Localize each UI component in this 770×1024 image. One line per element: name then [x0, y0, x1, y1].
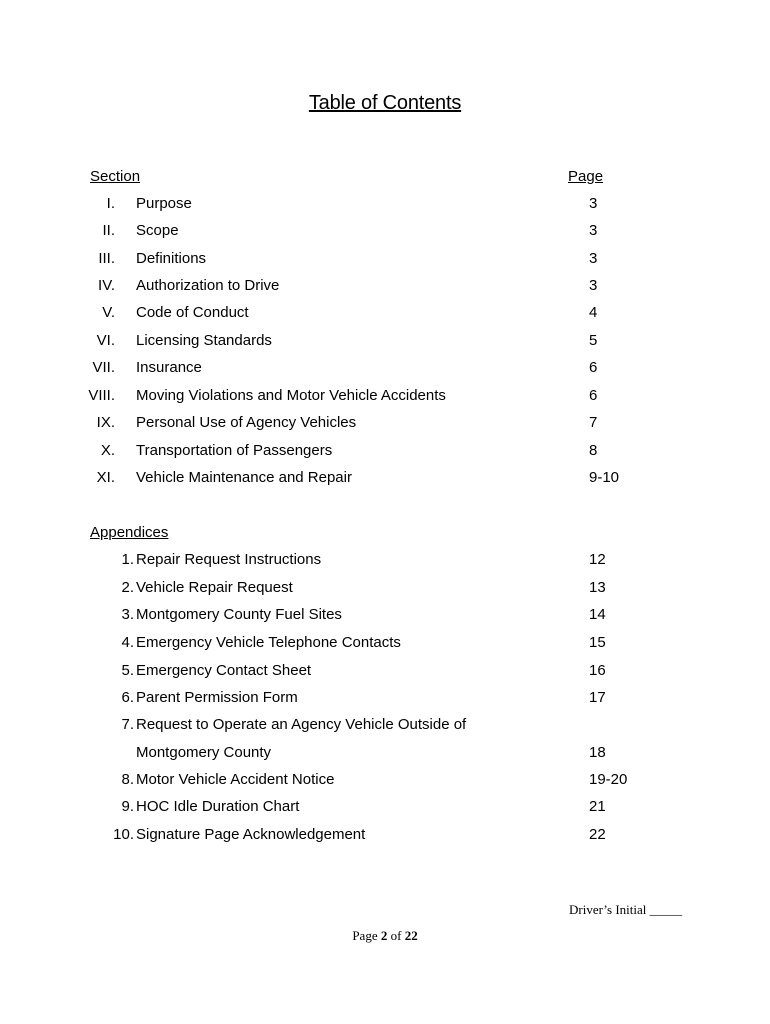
appendix-label: Montgomery County Fuel Sites [136, 606, 342, 623]
toc-label: Licensing Standards [136, 332, 272, 349]
page-number-footer [0, 928, 770, 944]
appendix-page: 16 [589, 662, 606, 679]
toc-row[interactable] [0, 359, 770, 379]
page-prefix: Page [352, 928, 381, 943]
toc-page: 3 [589, 277, 598, 294]
toc-row[interactable] [0, 414, 770, 434]
toc-label: Vehicle Maintenance and Repair [136, 469, 352, 486]
toc-page: 3 [589, 250, 598, 267]
toc-page: 4 [589, 304, 598, 321]
appendix-row[interactable] [0, 662, 770, 682]
toc-row[interactable] [0, 442, 770, 462]
appendix-number: 9. [121, 798, 134, 815]
toc-label: Code of Conduct [136, 304, 249, 321]
appendix-label: Parent Permission Form [136, 689, 298, 706]
appendix-page: 19-20 [589, 771, 628, 788]
toc-page: 3 [589, 222, 598, 239]
drivers-initial-line: Driver’s Initial _____ [569, 902, 683, 917]
toc-label: Transportation of Passengers [136, 442, 333, 459]
appendices-header: Appendices [90, 524, 169, 541]
appendix-label: Motor Vehicle Accident Notice [136, 771, 335, 788]
appendix-row[interactable] [0, 606, 770, 626]
toc-row[interactable] [0, 304, 770, 324]
appendix-row[interactable] [0, 771, 770, 791]
toc-page: 6 [589, 387, 598, 404]
toc-page: 9-10 [589, 469, 620, 486]
toc-row[interactable] [0, 387, 770, 407]
appendix-label: Signature Page Acknowledgement [136, 826, 366, 843]
appendix-number: 1. [121, 551, 134, 568]
toc-number: XI. [96, 469, 115, 486]
toc-label: Personal Use of Agency Vehicles [136, 414, 357, 431]
toc-row[interactable] [0, 332, 770, 352]
toc-label: Moving Violations and Motor Vehicle Accidents [136, 387, 446, 404]
appendix-number: 2. [121, 579, 134, 596]
appendix-number: 7. [121, 716, 134, 733]
toc-label: Purpose [136, 195, 192, 212]
appendix-number: 8. [121, 771, 134, 788]
toc-row[interactable] [0, 250, 770, 270]
section-column-header: Section [90, 168, 141, 185]
page-of: of [387, 928, 405, 943]
page-column-header: Page [568, 168, 604, 185]
appendix-row[interactable] [0, 551, 770, 571]
toc-page: 3 [589, 195, 598, 212]
appendix-page: 15 [589, 634, 606, 651]
appendix-label: Montgomery County [136, 744, 272, 761]
toc-label: Insurance [136, 359, 202, 376]
page-title: Table of Contents [308, 92, 462, 114]
toc-label: Scope [136, 222, 179, 239]
appendix-number: 4. [121, 634, 134, 651]
toc-row[interactable] [0, 469, 770, 489]
appendix-label: Emergency Vehicle Telephone Contacts [136, 634, 401, 651]
appendix-page: 22 [589, 826, 606, 843]
toc-number: III. [98, 250, 115, 267]
appendix-page: 14 [589, 606, 606, 623]
appendix-page: 18 [589, 744, 606, 761]
toc-label: Authorization to Drive [136, 277, 280, 294]
appendix-label: Request to Operate an Agency Vehicle Outside of [136, 716, 467, 733]
appendix-number: 6. [121, 689, 134, 706]
appendix-label: HOC Idle Duration Chart [136, 798, 300, 815]
toc-row[interactable] [0, 277, 770, 297]
toc-number: V. [102, 304, 115, 321]
appendix-number: 10. [113, 826, 134, 843]
appendix-row[interactable] [0, 579, 770, 599]
appendix-page: 12 [589, 551, 606, 568]
toc-page: 7 [589, 414, 598, 431]
appendix-page: 13 [589, 579, 606, 596]
toc-page: 5 [589, 332, 598, 349]
toc-page: 6 [589, 359, 598, 376]
appendix-row[interactable] [0, 826, 770, 846]
toc-number: IV. [98, 277, 115, 294]
appendix-page: 17 [589, 689, 606, 706]
toc-number: VII. [92, 359, 115, 376]
appendix-label: Emergency Contact Sheet [136, 662, 312, 679]
appendix-row[interactable] [0, 634, 770, 654]
appendix-page: 21 [589, 798, 606, 815]
toc-number: VIII. [88, 387, 115, 404]
appendix-row-continued[interactable] [0, 744, 770, 764]
appendix-label: Repair Request Instructions [136, 551, 322, 568]
toc-number: VI. [96, 332, 115, 349]
appendix-number: 5. [121, 662, 134, 679]
appendix-number: 3. [121, 606, 134, 623]
appendix-row[interactable] [0, 798, 770, 818]
toc-row[interactable] [0, 222, 770, 242]
page-total: 22 [404, 928, 418, 943]
appendix-row[interactable] [0, 716, 770, 736]
toc-number: X. [100, 442, 115, 459]
appendix-label: Vehicle Repair Request [136, 579, 293, 596]
toc-row[interactable] [0, 195, 770, 215]
toc-number: II. [102, 222, 115, 239]
page-current: 2 [380, 928, 388, 943]
toc-page: 8 [589, 442, 598, 459]
appendix-row[interactable] [0, 689, 770, 709]
toc-number: I. [106, 195, 115, 212]
toc-number: IX. [96, 414, 115, 431]
toc-label: Definitions [136, 250, 207, 267]
